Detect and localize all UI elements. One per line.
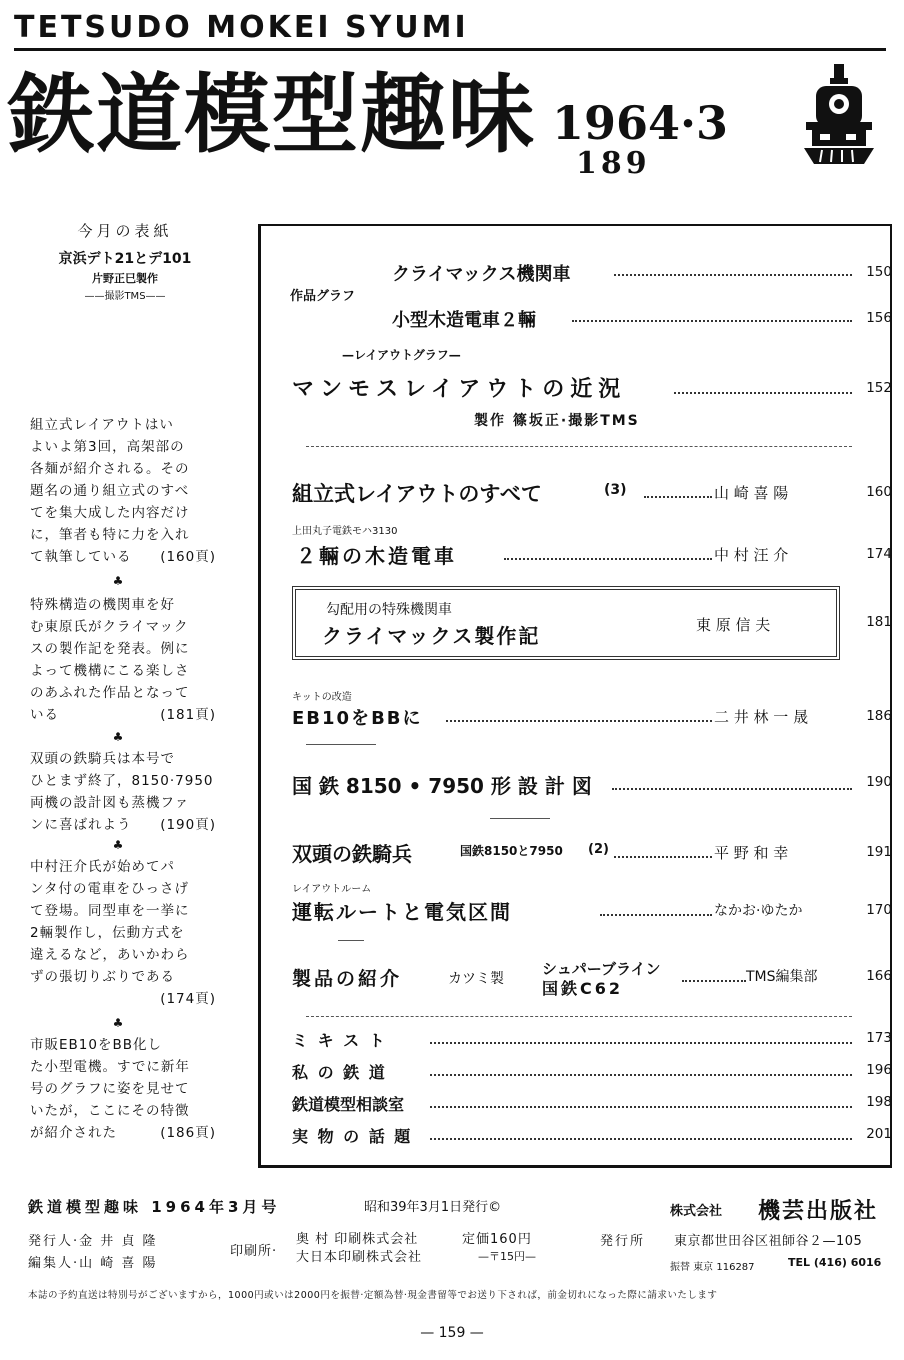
- note-line: スの製作記を発表。例に: [30, 641, 190, 657]
- note-5: [30, 1034, 216, 1144]
- short-item-title: ミ キ ス ト: [292, 1031, 387, 1050]
- note-line: に，筆者も特に力を入れ: [30, 527, 190, 543]
- climax-page: 181: [866, 614, 892, 630]
- magazine-title: 鉄道模型趣味: [8, 64, 536, 165]
- leader-dots: [682, 980, 746, 982]
- climax-author: 東 原 信 夫: [696, 616, 771, 634]
- short-item-page: 198: [866, 1094, 892, 1110]
- leader-dots: [430, 1042, 852, 1044]
- graph2-page: 156: [866, 310, 892, 326]
- note-3: [30, 748, 216, 836]
- cover-title: 京浜デト21とデ101: [58, 251, 192, 267]
- note-line: 双頭の鉄騎兵は本号で: [30, 751, 175, 767]
- leader-dots: [446, 720, 712, 722]
- section-divider: [306, 1016, 852, 1017]
- note-line: 特殊構造の機関車を好: [30, 597, 175, 613]
- products-page: 166: [866, 968, 892, 984]
- products-maker: カツミ製: [448, 971, 504, 987]
- series-part: (3): [604, 482, 627, 498]
- section-divider: [490, 818, 550, 819]
- publisher: 発行人·金 井 貞 隆: [28, 1234, 158, 1249]
- company-name: 機芸出版社: [758, 1199, 879, 1224]
- layout-graph-credit: 製作 篠坂正·撮影TMS: [474, 413, 640, 429]
- note-line: 違えるなど，あいかわら: [30, 947, 190, 963]
- spade-ornament-icon: ♣: [112, 574, 124, 588]
- note-line-end: が紹介された: [30, 1125, 117, 1141]
- short-item-page: 201: [866, 1126, 892, 1142]
- note-line: [30, 704, 216, 726]
- route-title: 運転ルートと電気区間: [292, 900, 512, 924]
- short-item-title: 私 の 鉄 道: [292, 1063, 387, 1082]
- note-1: [30, 414, 216, 568]
- short-item-page: 196: [866, 1062, 892, 1078]
- short-item-title: 実 物 の 話 題: [292, 1127, 413, 1146]
- note-line: た小型電機。すでに新年: [30, 1059, 190, 1075]
- note-line: 各麺が紹介される。その: [30, 461, 190, 477]
- note-line: 両機の設計図も蒸機ファ: [30, 795, 190, 811]
- note-line: [30, 1122, 216, 1144]
- cavalry-title: 双頭の鉄騎兵: [292, 842, 412, 866]
- note-line: て登場。同型車を一挙に: [30, 903, 190, 919]
- page-number: — 159 —: [420, 1325, 484, 1341]
- printer-1: 奥 村 印刷株式会社: [296, 1232, 419, 1247]
- note-line: [30, 546, 216, 568]
- leader-dots: [572, 320, 852, 322]
- leader-dots: [612, 788, 852, 790]
- cavalry-author: 平 野 和 幸: [714, 844, 789, 862]
- leader-dots: [430, 1138, 852, 1140]
- price: 定価160円: [462, 1232, 532, 1247]
- note-line: [30, 814, 216, 836]
- leader-dots: [614, 274, 852, 276]
- cover-heading: 今月の表紙: [77, 222, 173, 240]
- roman-title: TETSUDO MOKEI SYUMI: [14, 10, 469, 45]
- note-line: 号のグラフに姿を見せて: [30, 1081, 190, 1097]
- postage: —〒15円—: [478, 1250, 536, 1263]
- colophon-title: 鉄道模型趣味 1964年3月号: [28, 1198, 281, 1216]
- layout-graph-label: —レイアウトグラフ—: [342, 348, 461, 362]
- printer-label: 印刷所·: [230, 1244, 278, 1259]
- note-2: [30, 594, 216, 726]
- leader-dots: [644, 496, 712, 498]
- note-line: む東原氏がクライマック: [30, 619, 189, 635]
- note-page-ref: (190頁): [160, 817, 216, 833]
- eb10-page: 186: [866, 708, 892, 724]
- note-page-ref: (174頁): [160, 991, 216, 1007]
- climax-title: クライマックス製作記: [322, 624, 541, 648]
- series-title: 組立式レイアウトのすべて: [292, 482, 542, 506]
- account: 振替 東京 116287: [670, 1262, 755, 1273]
- colophon-date: 昭和39年3月1日発行©: [364, 1200, 502, 1215]
- short-item-title: 鉄道模型相談室: [292, 1095, 405, 1114]
- climax-label: 勾配用の特殊機関車: [326, 602, 452, 618]
- route-page: 170: [866, 902, 892, 918]
- leader-dots: [430, 1106, 852, 1108]
- eb10-author: 二 井 林 一 晟: [714, 708, 809, 726]
- wood-car-author: 中 村 汪 介: [714, 546, 789, 564]
- leader-dots: [614, 856, 712, 858]
- note-line: ずの張切りぶりである: [30, 969, 175, 985]
- cavalry-subtitle: 国鉄8150と7950: [460, 844, 563, 858]
- note-line: よいよ第3回，高架部の: [30, 439, 185, 455]
- spade-ornament-icon: ♣: [112, 838, 124, 852]
- eb10-label: キットの改造: [292, 692, 352, 703]
- leader-dots: [600, 914, 712, 916]
- note-line-end: て執筆している: [30, 549, 132, 565]
- note-line: 市販EB10をBB化し: [30, 1037, 162, 1053]
- note-line: 組立式レイアウトはい: [30, 417, 174, 433]
- short-item-page: 173: [866, 1030, 892, 1046]
- section-divider: [306, 446, 852, 447]
- drawing-title: 国 鉄 8150 • 7950 形 設 計 図: [292, 774, 592, 798]
- note-page-ref: (181頁): [160, 707, 216, 723]
- company-label: 株式会社: [670, 1204, 723, 1219]
- series-author: 山 崎 喜 陽: [714, 484, 789, 502]
- note-line: 題名の通り組立式のすべ: [30, 483, 190, 499]
- products-item2: 国鉄C62: [542, 979, 624, 998]
- leader-dots: [504, 558, 712, 560]
- note-4: [30, 856, 216, 1010]
- section-divider: [338, 940, 364, 941]
- subscription-note: 本誌の予約直送は特別号がございますから，1000円或いは2000円を振替·定額為替·現金書留等でお送り下されば，前金切れになった際に請求いたします: [28, 1290, 718, 1301]
- note-line-end: いる: [30, 707, 59, 723]
- telephone: TEL (416) 6016: [788, 1256, 882, 1269]
- issue-date: 1964·3: [552, 96, 729, 150]
- cover-maker: 片野正巳製作: [92, 272, 158, 285]
- issue-number: 189: [576, 146, 651, 181]
- cavalry-part: (2): [588, 842, 609, 857]
- route-author: なかお·ゆたか: [714, 903, 803, 919]
- note-line: ンタ付の電車をひっさげ: [30, 881, 189, 897]
- note-line: 2輛製作し，伝動方式を: [30, 925, 185, 941]
- note-line: いたが，ここにその特徴: [30, 1103, 190, 1119]
- leader-dots: [674, 392, 852, 394]
- note-line: のあふれた作品となって: [30, 685, 190, 701]
- address: 東京都世田谷区祖師谷２—105: [674, 1234, 863, 1249]
- locomotive-icon: [800, 60, 876, 172]
- series-page: 160: [866, 484, 892, 500]
- wood-car-title: ２輛の木造電車: [296, 544, 457, 568]
- editor: 編集人·山 崎 喜 陽: [28, 1256, 158, 1271]
- note-line-end: ンに喜ばれよう: [30, 817, 132, 833]
- section-divider: [306, 744, 376, 745]
- office-label: 発行所: [600, 1234, 646, 1249]
- leader-dots: [430, 1074, 852, 1076]
- layout-graph-title: マンモスレイアウトの近況: [292, 377, 627, 402]
- wood-car-page: 174: [866, 546, 892, 562]
- spade-ornament-icon: ♣: [112, 1016, 124, 1030]
- note-line: ひとまず終了，8150·7950: [30, 773, 214, 789]
- eb10-title: EB10をBBに: [292, 708, 423, 729]
- note-page-ref: (186頁): [160, 1125, 216, 1141]
- drawing-page: 190: [866, 774, 892, 790]
- note-line: 中村汪介氏が始めてパ: [30, 859, 175, 875]
- contents-box: [258, 224, 892, 1168]
- products-author: TMS編集部: [746, 969, 818, 985]
- wood-car-label: 上田丸子電鉄モハ3130: [292, 526, 398, 537]
- layout-graph-page: 152: [866, 380, 892, 396]
- note-line: よって機構にこる楽しさ: [30, 663, 190, 679]
- graph-label: 作品グラフ: [290, 289, 356, 304]
- graph1-title: クライマックス機関車: [392, 264, 571, 285]
- printer-2: 大日本印刷株式会社: [296, 1250, 423, 1265]
- graph1-page: 150: [866, 264, 892, 280]
- products-title: 製品の紹介: [292, 968, 403, 990]
- title-rule: [14, 48, 886, 51]
- note-line: てを集大成した内容だけ: [30, 505, 190, 521]
- route-label: レイアウトルーム: [292, 884, 372, 895]
- note-page-ref: (160頁): [160, 549, 216, 565]
- cavalry-page: 191: [866, 844, 892, 860]
- spade-ornament-icon: ♣: [112, 730, 124, 744]
- graph2-title: 小型木造電車２輛: [392, 310, 536, 331]
- cover-photo-credit: ——撮影TMS——: [84, 291, 166, 302]
- products-item1: シュパーブライン: [542, 960, 661, 978]
